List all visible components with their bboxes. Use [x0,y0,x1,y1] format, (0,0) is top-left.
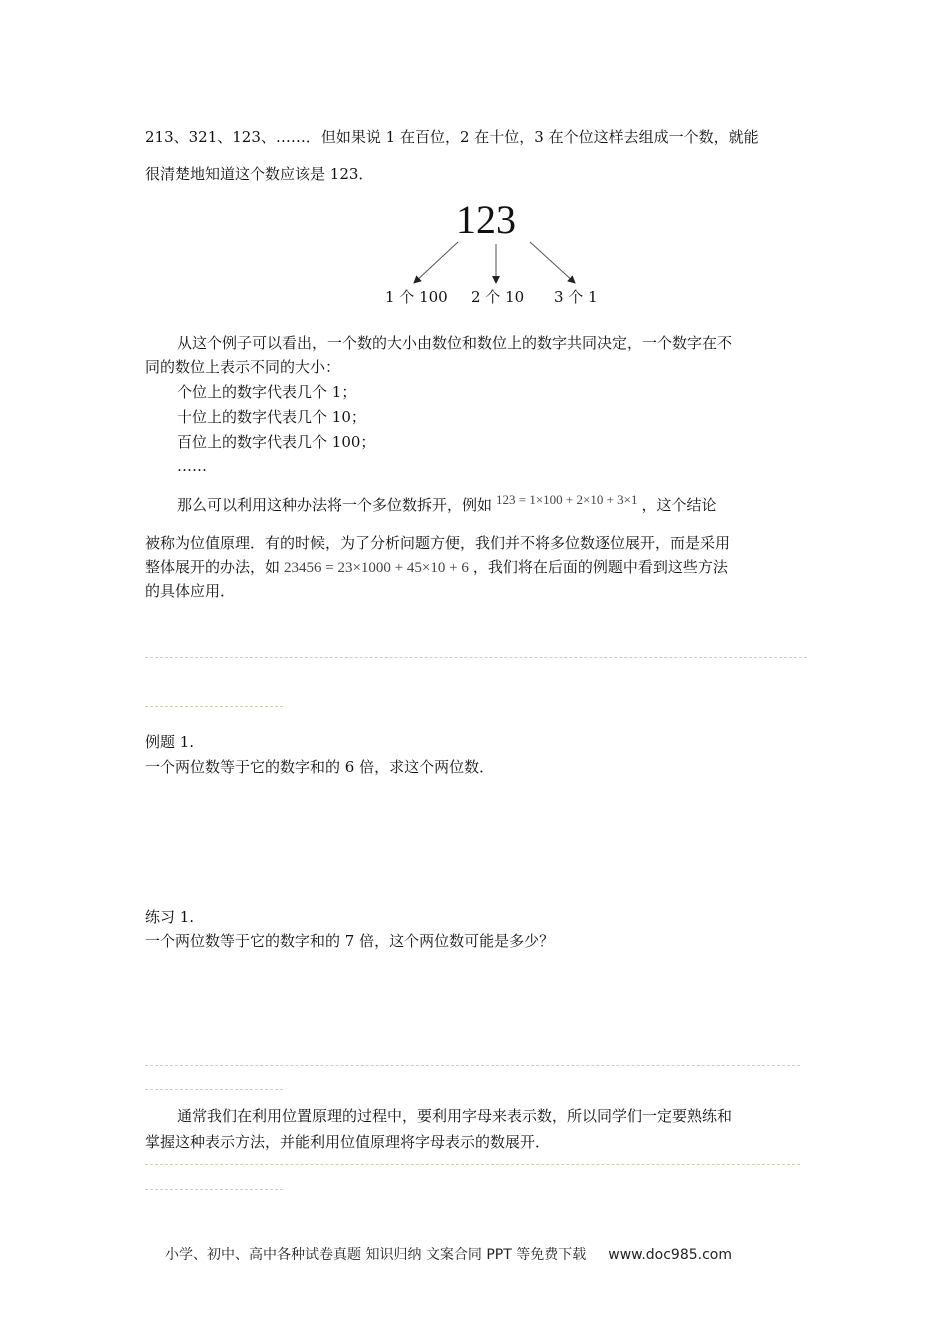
arrow-hundreds [414,242,458,283]
divider [145,1164,800,1165]
exercise-1-text: 一个两位数等于它的数字和的 7 倍，这个两位数可能是多少？ [145,932,555,950]
note-line-1: 通常我们在利用位置原理的过程中，要利用字母来表示数，所以同学们一定要熟练和 [177,1107,733,1125]
exercise-1-title: 练习 1. [145,908,195,926]
list-item-ones: 个位上的数字代表几个 1； [177,383,357,401]
explanation-line-2: 同的数位上表示不同的大小： [145,358,341,376]
example-1-title: 例题 1. [145,733,195,751]
list-item-hundreds: 百位上的数字代表几个 100； [177,433,376,451]
principle-line-2: 被称为位值原理．有的时候，为了分析问题方便，我们并不将多位数逐位展开，而是采用 [145,534,731,552]
list-item-tens: 十位上的数字代表几个 10； [177,408,366,426]
arrow-ones [530,242,575,283]
label-hundreds: 1 个 100 [385,288,448,306]
intro-line-1: 213、321、123、……．但如果说 1 在百位，2 在十位，3 在个位这样去组成一个数，就能 [145,128,759,146]
footer-url[interactable]: www.doc985.com [608,1247,732,1263]
principle-text-d: ，我们将在后面的例题中看到这些方法 [472,558,728,576]
formula-23456-expansion: 23456 = 23×1000 + 45×10 + 6 [284,560,469,576]
principle-line-3 [145,556,807,579]
formula-123-expansion: 123 = 1×100 + 2×10 + 3×1 [496,492,638,507]
divider [145,1065,800,1066]
divider [145,1189,283,1190]
list-item-ellipsis: …… [177,457,207,475]
divider [145,706,283,707]
divider [145,1089,283,1090]
principle-text-a: 那么可以利用这种办法将一个多位数拆开，例如 [177,496,493,514]
note-line-2: 掌握这种表示方法，并能利用位值原理将字母表示的数展开． [145,1133,551,1151]
footer [165,1244,732,1264]
principle-text-b: ，这个结论 [641,496,717,514]
diagram-number: 123 [456,197,516,242]
example-1-text: 一个两位数等于它的数字和的 6 倍，求这个两位数． [145,758,495,776]
divider [145,657,807,658]
explanation-line-1: 从这个例子可以看出，一个数的大小由数位和数位上的数字共同决定，一个数字在不 [177,334,733,352]
principle-line-4: 的具体应用． [145,582,236,600]
diagram-arrows [0,0,950,320]
principle-text-c: 整体展开的办法，如 [145,558,281,576]
label-tens: 2 个 10 [471,288,525,306]
footer-text: 小学、初中、高中各种试卷真题 知识归纳 文案合同 PPT 等免费下载 [165,1247,587,1263]
principle-line-1 [145,494,807,517]
intro-line-2: 很清楚地知道这个数应该是 123． [145,165,374,183]
label-ones: 3 个 1 [554,288,598,306]
